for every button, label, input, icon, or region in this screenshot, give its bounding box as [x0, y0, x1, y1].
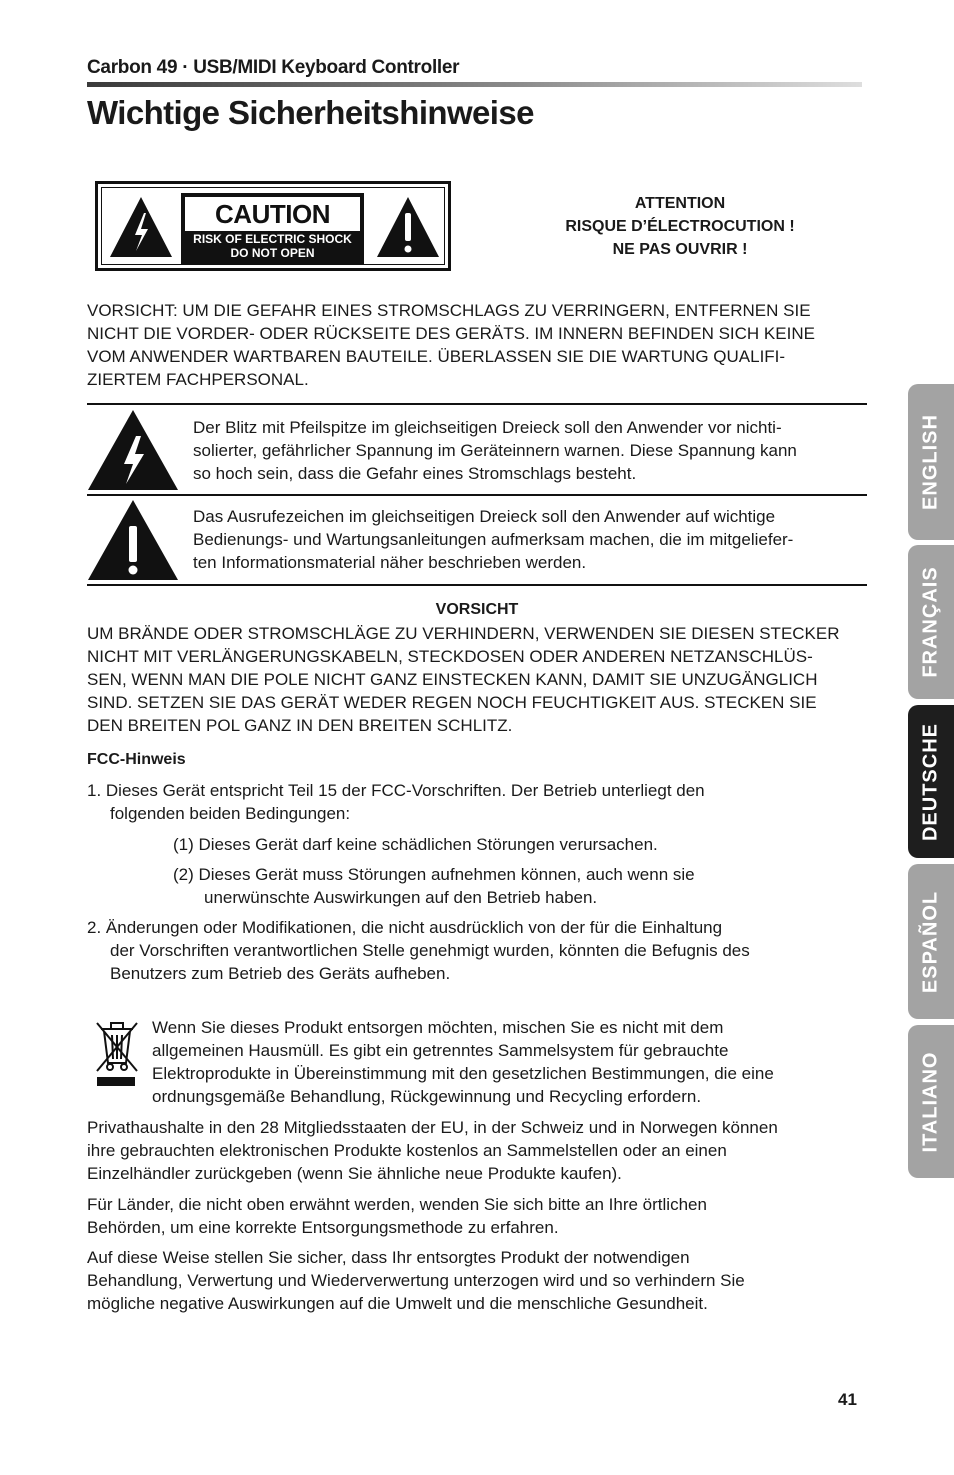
tab-label: ENGLISH: [919, 414, 942, 510]
text-line: Behörden, um eine korrekte Entsorgungsmethode zu erfahren.: [87, 1218, 559, 1237]
text-line: SIND. SETZEN SIE DAS GERÄT WEDER REGEN NOCH FEUCHTIGKEIT AUS. STECKEN SIE: [87, 693, 817, 712]
weee-bin-icon: [93, 1019, 141, 1089]
text-line: Für Länder, die nicht oben erwähnt werden, wenden Sie sich bitte an Ihre örtlichen: [87, 1195, 707, 1214]
divider: [87, 584, 867, 586]
text-line: UM BRÄNDE ODER STROMSCHLÄGE ZU VERHINDERN, VERWENDEN SIE DIESEN STECKER: [87, 624, 840, 643]
text-line: folgenden beiden Bedingungen:: [110, 804, 351, 823]
vorsicht-heading: VORSICHT: [435, 601, 519, 618]
product-title: Carbon 49 · USB/MIDI Keyboard Controller: [87, 57, 460, 78]
text-line: Bedienungs- und Wartungsanleitungen aufmerksam machen, die im mitgeliefer-: [193, 530, 794, 549]
text-line: 2. Änderungen oder Modifikationen, die nicht ausdrücklich von der für die Einhaltung: [87, 918, 723, 937]
text-line: allgemeinen Hausmüll. Es gibt ein getrenntes Sammelsystem für gebrauchte: [152, 1041, 729, 1060]
text-line: NICHT DIE VORDER- ODER RÜCKSEITE DES GERÄTS. IM INNERN BEFINDEN SICH KEINE: [87, 324, 815, 343]
fcc-item-2: [87, 916, 867, 985]
divider: [87, 403, 867, 405]
tab-label: FRANÇAIS: [919, 566, 942, 678]
caution-word: CAUTION: [215, 199, 330, 229]
fcc-sub-1: (1) Dieses Gerät darf keine schädlichen Störungen verursachen.: [173, 835, 658, 854]
tab-italiano[interactable]: [908, 1025, 954, 1178]
text-line: Auf diese Weise stellen Sie sicher, dass Ihr entsorgtes Produkt der notwendigen: [87, 1248, 690, 1267]
text-line: VORSICHT: UM DIE GEFAHR EINES STROMSCHLAGS ZU VERRINGERN, ENTFERNEN SIE: [87, 301, 811, 320]
final-disposal-text: [87, 1246, 867, 1315]
text-line: Einzelhändler zurückgeben (wenn Sie ähnliche neue Produkte kaufen).: [87, 1164, 622, 1183]
text-line: mögliche negative Auswirkungen auf die Umwelt und die menschliche Gesundheit.: [87, 1294, 708, 1313]
text-line: (2) Dieses Gerät muss Störungen aufnehmen können, auch wenn sie: [173, 865, 695, 884]
text-line: Der Blitz mit Pfeilspitze im gleichseitigen Dreieck soll den Anwender vor nichti-: [193, 418, 782, 437]
page-number: 41: [838, 1390, 857, 1409]
text-line: so hoch sein, dass die Gefahr eines Stromschlags besteht.: [193, 464, 637, 483]
text-line: ten Informationsmaterial näher beschrieben werden.: [193, 553, 587, 572]
fcc-heading: FCC-Hinweis: [87, 751, 186, 768]
exclamation-triangle-icon: [375, 195, 441, 259]
tab-label: ESPAÑOL: [919, 890, 942, 993]
header-rule: [87, 82, 862, 87]
lightning-triangle-icon: [86, 408, 180, 492]
tab-english[interactable]: [908, 384, 954, 540]
caution-line-2: DO NOT OPEN: [230, 246, 315, 260]
text-line: NICHT MIT VERLÄNGERUNGSKABELN, STECKDOSEN ODER ANDEREN NETZANSCHLÜS-: [87, 647, 813, 666]
caution-box: [181, 193, 364, 264]
divider: [87, 494, 867, 496]
vorsicht-plug-text: [87, 622, 867, 737]
tab-espanol[interactable]: [908, 864, 954, 1019]
text-line: der Vorschriften verantwortlichen Stelle genehmigt wurden, könnten die Befugnis des: [110, 941, 750, 960]
text-line: Das Ausrufezeichen im gleichseitigen Dreieck soll den Anwender auf wichtige: [193, 507, 776, 526]
lightning-triangle-icon: [108, 195, 174, 259]
text-line: DEN BREITEN POL GANZ IN DEN BREITEN SCHLITZ.: [87, 716, 513, 735]
tab-label: DEUTSCHE: [919, 722, 942, 841]
text-line: Behandlung, Verwertung und Wiederverwertung unterzogen wird und so verhindern Sie: [87, 1271, 745, 1290]
caution-line-1: RISK OF ELECTRIC SHOCK: [193, 232, 352, 246]
text-line: ordnungsgemäße Behandlung, Rückgewinnung und Recycling erfordern.: [152, 1087, 702, 1106]
text-line: unerwünschte Auswirkungen auf den Betrieb haben.: [204, 888, 598, 907]
text-line: Benutzers zum Betrieb des Geräts aufheben.: [110, 964, 451, 983]
french-warning-line-1: ATTENTION: [634, 195, 726, 212]
other-countries-text: [87, 1193, 867, 1239]
exclamation-triangle-icon: [86, 498, 180, 582]
french-warning-line-3: NE PAS OUVRIR !: [612, 241, 748, 258]
fcc-sub-2: [173, 863, 863, 909]
text-line: SEN, WENN MAN DIE POLE NICHT GANZ EINSTECKEN KANN, DAMIT SIE UNZUGÄNGLICH: [87, 670, 818, 689]
exclamation-explanation: [193, 505, 868, 574]
tab-francais[interactable]: [908, 545, 954, 699]
text-line: solierter, gefährlicher Spannung im Geräteinnern warnen. Diese Spannung kann: [193, 441, 797, 460]
text-line: ihre gebrauchten elektronischen Produkte kostenlos an Sammelstellen oder an einen: [87, 1141, 727, 1160]
private-households-text: [87, 1116, 867, 1185]
text-line: Elektroprodukte in Übereinstimmung mit den gesetzlichen Bestimmungen, die eine: [152, 1064, 774, 1083]
tab-deutsche[interactable]: [908, 705, 954, 858]
fcc-item-1: [87, 779, 867, 825]
french-warning-line-2: RISQUE D’ÉLECTROCUTION !: [565, 218, 795, 235]
text-line: VOM ANWENDER WARTBAREN BAUTEILE. ÜBERLASSEN SIE DIE WARTUNG QUALIFI-: [87, 347, 786, 366]
text-line: ZIERTEM FACHPERSONAL.: [87, 370, 309, 389]
tab-label: ITALIANO: [919, 1051, 942, 1152]
page-title: Wichtige Sicherheitshinweise: [87, 94, 534, 131]
vorsicht-intro: [87, 299, 867, 391]
text-line: Wenn Sie dieses Produkt entsorgen möchten, mischen Sie es nicht mit dem: [152, 1018, 724, 1037]
text-line: 1. Dieses Gerät entspricht Teil 15 der FCC-Vorschriften. Der Betrieb unterliegt den: [87, 781, 705, 800]
text-line: Privathaushalte in den 28 Mitgliedsstaaten der EU, in der Schweiz und in Norwegen können: [87, 1118, 778, 1137]
lightning-explanation: [193, 416, 868, 485]
weee-text: [152, 1016, 867, 1108]
